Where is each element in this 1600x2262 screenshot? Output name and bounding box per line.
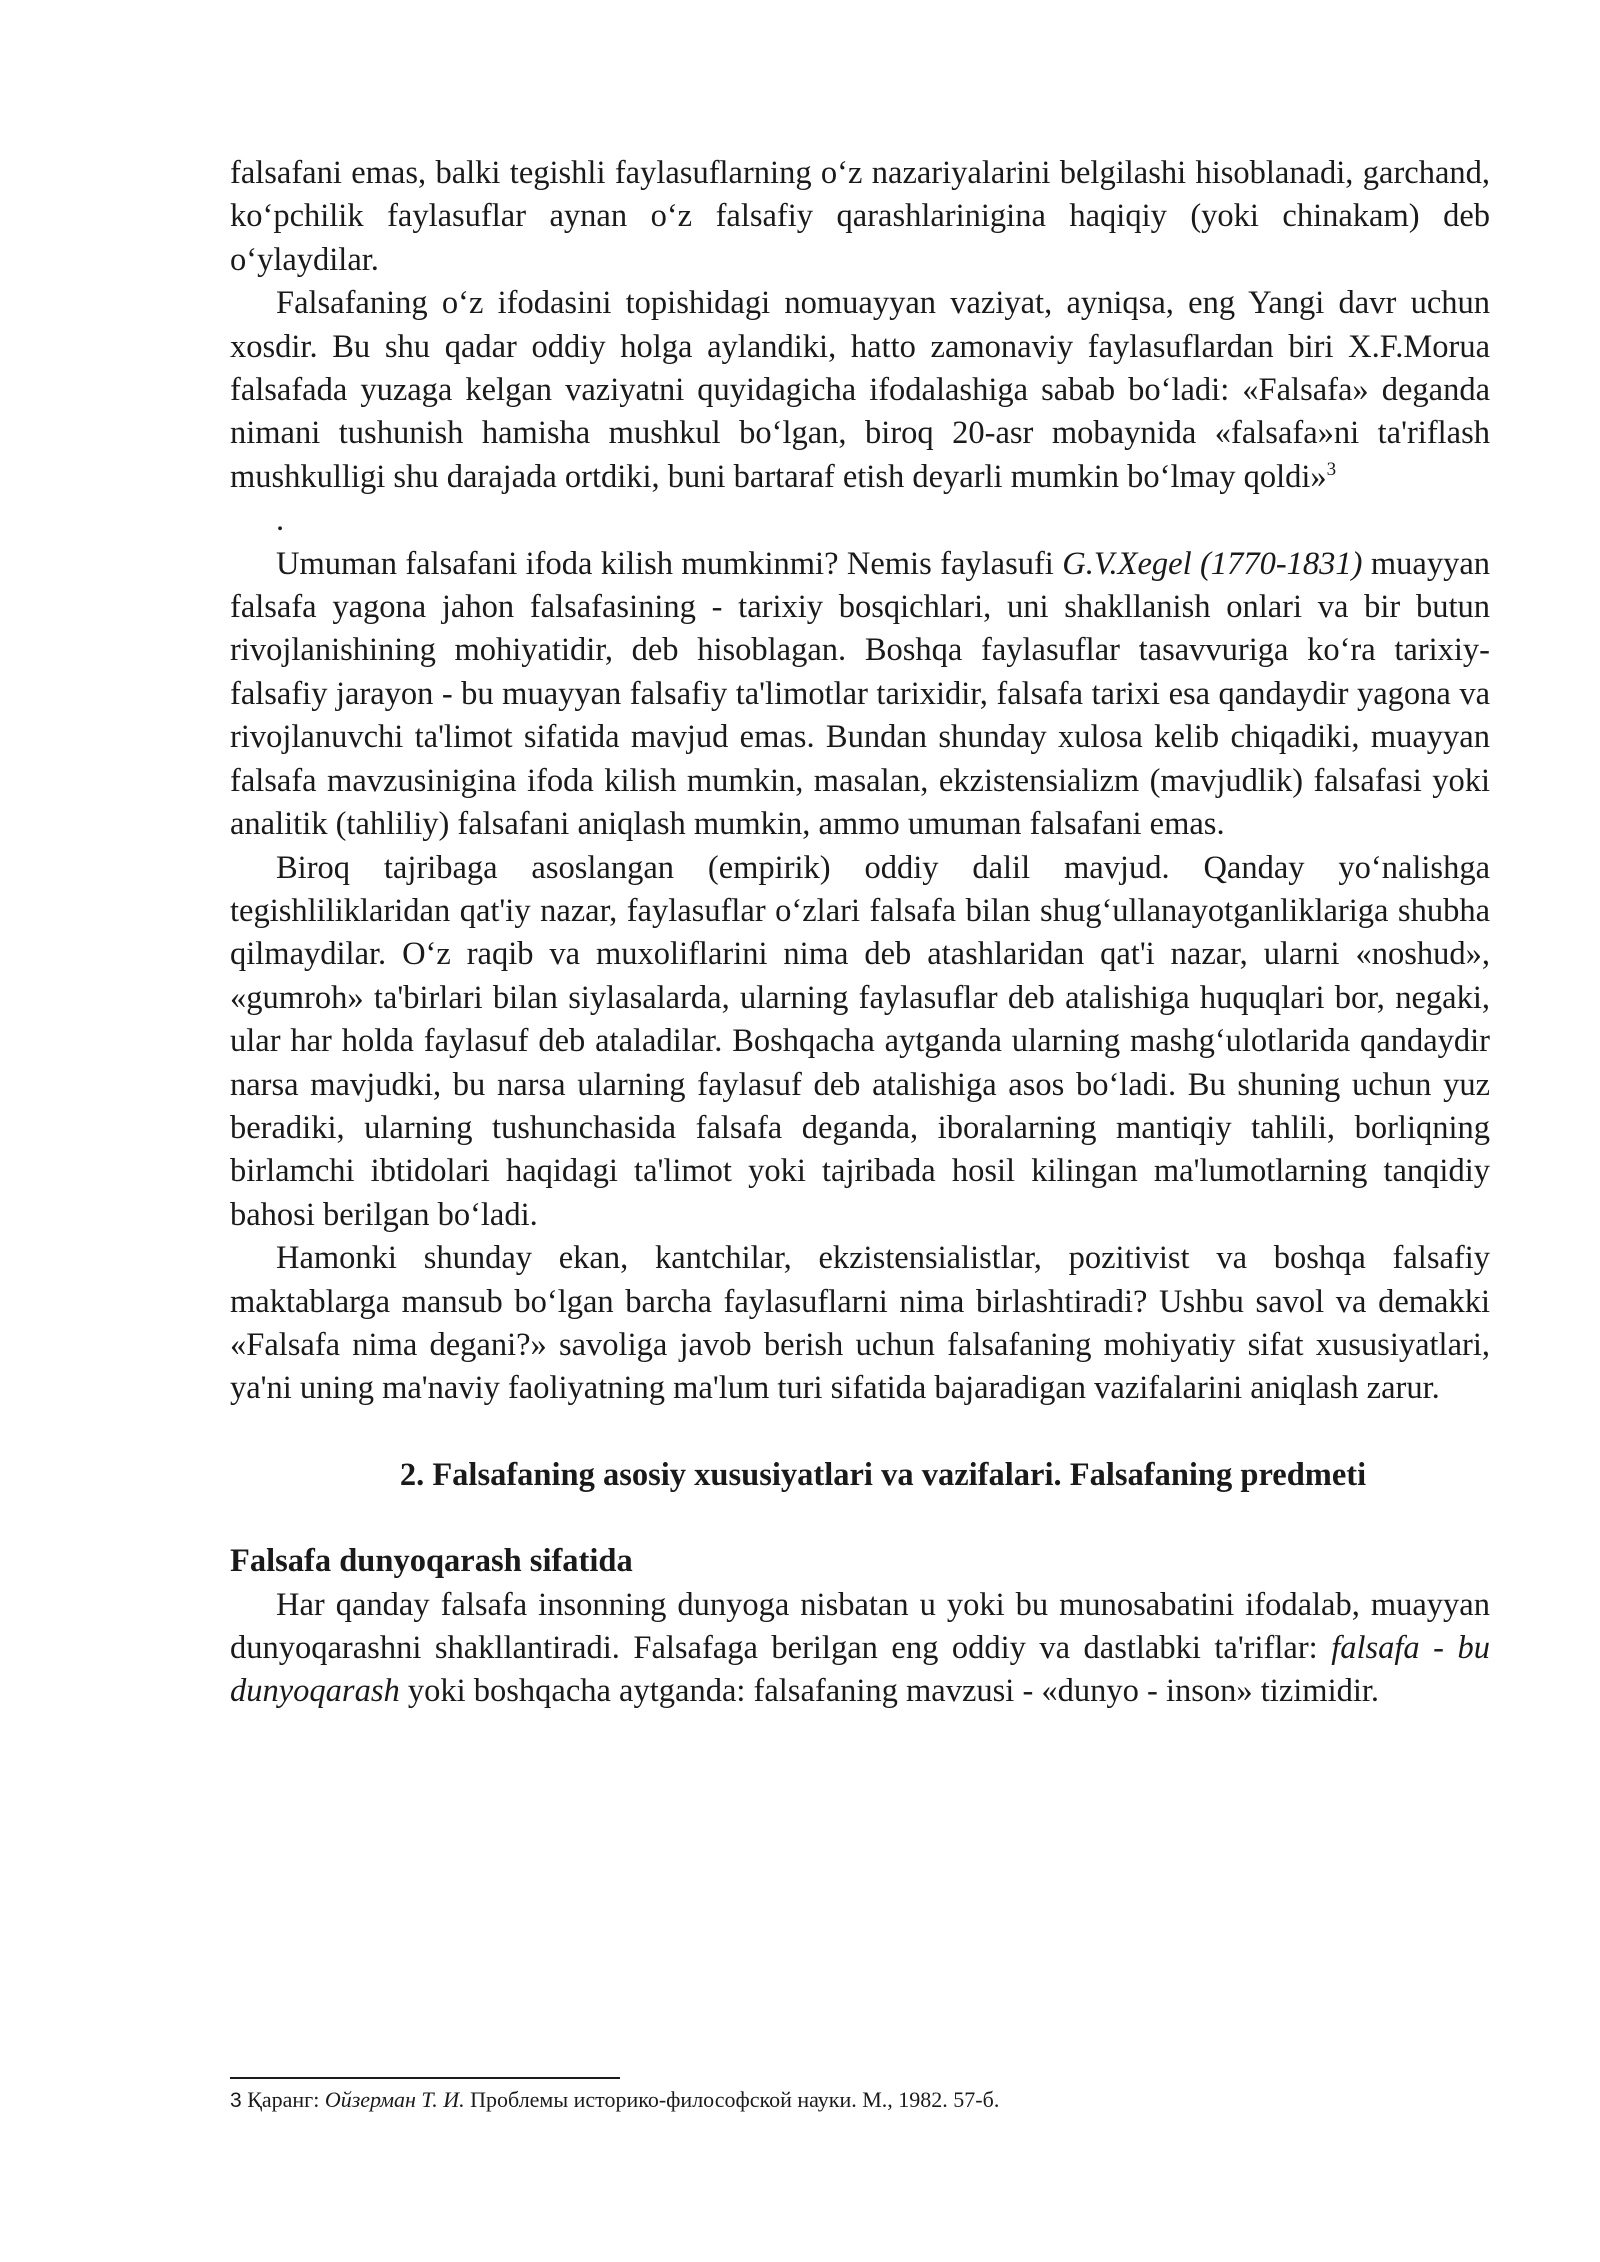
footnote-reference[interactable]: 3: [1326, 459, 1337, 481]
paragraph-schools: Hamonki shunday ekan, kantchilar, ekzistensialistlar, pozitivist va boshqa falsafiy maktablarga mansub bo‘lgan barcha faylasuflarni nima birlashtiradi? Ushbu savol va demakki «Falsafa nima degani?» savoliga javob berish uchun falsafaning mohiyatiy sifat xususiyatlari, ya'ni uning ma'naviy faoliyatning ma'lum turi sifatida bajaradigan vazifalarini aniqlash zarur.: [230, 1240, 1490, 1407]
paragraph-text: Falsafaning o‘z ifodasini topishidagi nomuayyan vaziyat, ayniqsa, eng Yangi davr uchun xosdir. Bu shu qadar oddiy holga aylandiki, hatto zamonaviy faylasuflardan biri X.F.Morua falsafada yuzaga kelgan vaziyatni quyidagicha ifodalashiga sabab bo‘ladi: «Falsafa» deganda nimani tushunish hamisha mushkul bo‘lgan, biroq 20-asr mobaynida «falsafa»ni ta'riflash mushkulligi shu darajada ortdiki, buni bartaraf etish deyarli mumkin bo‘lmay qoldi»: [230, 285, 1490, 495]
footnote: [230, 2085, 1490, 2116]
footnote-divider: [230, 2077, 620, 2079]
footnote-author: Ойзерман Т. И.: [324, 2087, 465, 2112]
paragraph-morua-quote: [230, 282, 1490, 499]
paragraph-text: Har qanday falsafa insonning dunyoga nisbatan u yoki bu munosabatini ifodalab, muayyan dunyoqarashni shakllantiradi. Falsafaga berilgan eng oddiy va dastlabki ta'riflar:: [230, 1586, 1490, 1666]
paragraph-hegel: [230, 543, 1490, 847]
footnote-text: Проблемы историко-философской науки. М., 1982. 57-б.: [464, 2087, 1000, 2112]
document-body: [230, 152, 1490, 1714]
paragraph-continuation: falsafani emas, balki tegishli faylasuflarning o‘z nazariyalarini belgilashi hisoblanadi, garchand, ko‘pchilik faylasuflar aynan o‘z falsafiy qarashlarinigina haqiqiy (yoki chinakam) deb o‘ylaydilar.: [230, 155, 1490, 278]
footnote-number: 3: [230, 2089, 242, 2112]
paragraph-text: Umuman falsafani ifoda kilish mumkinmi? Nemis faylasufi: [276, 545, 1063, 582]
paragraph-text: yoki boshqacha aytganda: falsafaning mavzusi - «dunyo - inson» tizimidir.: [399, 1673, 1380, 1710]
paragraph-worldview: [230, 1584, 1490, 1714]
italic-definition: falsafa - bu dunyoqarash: [230, 1630, 1491, 1710]
paragraph-empirical: Biroq tajribaga asoslangan (empirik) oddiy dalil mavjud. Qanday yo‘nalishga tegishliliklaridan qat'iy nazar, faylasuflar o‘zlari falsafa bilan shug‘ullanayotganliklariga shubha qilmaydilar. O‘z raqib va muxoliflarini nima deb atashlaridan qat'i nazar, ularni «noshud», «gumroh» ta'birlari bilan siylasalarda, ularning faylasuflar deb atalishiga huquqlari bor, negaki, ular har holda faylasuf deb ataladilar. Boshqacha aytganda ularning mashg‘ulotlarida qandaydir narsa mavjudki, bu narsa ularning faylasuf deb atalishiga asos bo‘ladi. Bu shuning uchun yuz beradiki, ularning tushunchasida falsafa deganda, iboralarning mantiqiy tahlili, borliqning birlamchi ibtidolari haqidagi ta'limot yoki tajribada hosil kilingan ma'lumotlarning tanqidiy bahosi berilgan bo‘ladi.: [230, 849, 1490, 1233]
paragraph-text: muayyan falsafa yagona jahon falsafasining - tarixiy bosqichlari, uni shakllanish onlari va bir butun rivojlanishining mohiyatidir, deb hisoblagan. Boshqa faylasuflar tasavvuriga ko‘ra tarixiy-falsafiy jarayon - bu muayyan falsafiy ta'limotlar tarixidir, falsafa tarixi esa qandaydir yagona va rivojlanuvchi ta'limot sifatida mavjud emas. Bundan shunday xulosa kelib chiqadiki, muayyan falsafa mavzusinigina ifoda kilish mumkin, masalan, ekzistensializm (mavjudlik) falsafasi yoki analitik (tahliliy) falsafani aniqlash mumkin, ammo umuman falsafani emas.: [230, 545, 1490, 843]
italic-name: G.V.Xegel (1770-1831): [1062, 545, 1363, 582]
stray-period: .: [276, 502, 285, 539]
footnote-prefix: Қаранг:: [241, 2087, 325, 2112]
subsection-heading: Falsafa dunyoqarash sifatida: [230, 1543, 633, 1580]
section-heading: 2. Falsafaning asosiy xususiyatlari va vazifalari. Falsafaning predmeti: [399, 1456, 1367, 1493]
